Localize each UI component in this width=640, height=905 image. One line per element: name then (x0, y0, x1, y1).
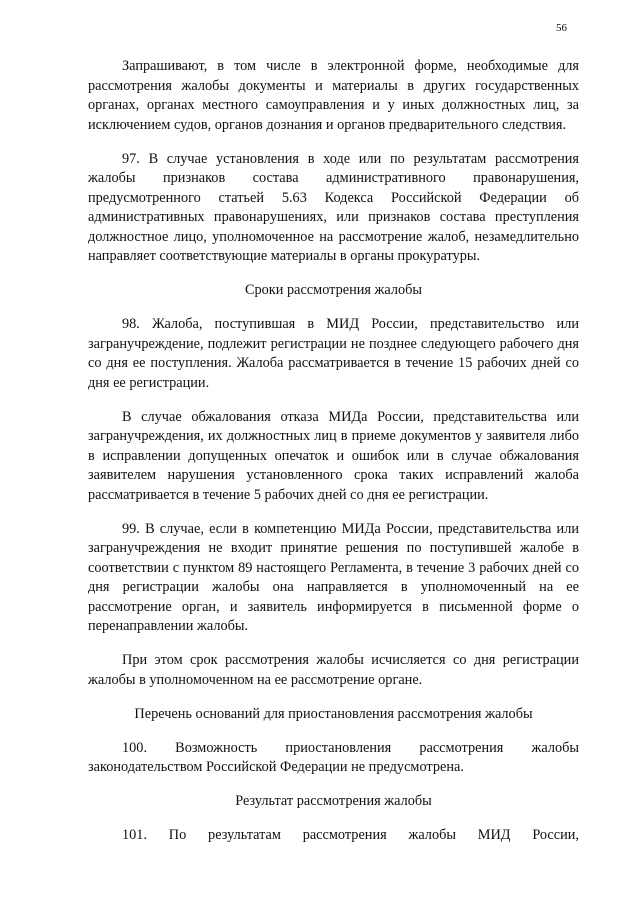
heading-suspension-grounds: Перечень оснований для приостановления рассмотрения жалобы (134, 705, 533, 722)
paragraph-99: 99. В случае, если в компетенцию МИДа России, представительства или загранучреждения не входит принятие решения по поступившей жалобе в соответствии с пунктом 89 настоящего Регламента, в течение 3 рабочих дней со дня регистрации жалобы она направляется в уполномоченный на ее рассмотрение орган, и заявитель информируется в письменной форме о перенаправлении жалобы. (88, 520, 579, 634)
page-number: 56 (556, 22, 567, 34)
paragraph-refusal-appeal: В случае обжалования отказа МИДа России, представительства или загранучреждения, их должностных лиц в приеме документов у заявителя либо в исправлении допущенных опечаток и ошибок или в случае обжалования заявителем нарушения установленного срока таких исправлений жалоба рассматривается в течение 5 рабочих дней со дня ее регистрации. (88, 408, 579, 503)
paragraph-101: 101. По результатам рассмотрения жалобы МИД России, (122, 827, 579, 843)
paragraph-request-materials: Запрашивают, в том числе в электронной форме, необходимые для рассмотрения жалобы документы и материалы в других государственных органах, органах местного самоуправления и у иных должностных лиц, за исключением судов, органов дознания и органов предварительного следствия. (88, 58, 579, 133)
paragraph-97: 97. В случае установления в ходе или по результатам рассмотрения жалобы признаков состава административного правонарушения, предусмотренного статьей 5.63 Кодекса Российской Федерации об административных правонарушениях, или признаков состава преступления должностное лицо, уполномоченное на рассмотрение жалоб, незамедлительно направляет соответствующие материалы в органы прокуратуры. (88, 150, 579, 264)
paragraph-review-period: При этом срок рассмотрения жалобы исчисляется со дня регистрации жалобы в уполномоченном на ее рассмотрение органе. (88, 652, 579, 688)
heading-review-result: Результат рассмотрения жалобы (235, 793, 432, 809)
paragraph-98: 98. Жалоба, поступившая в МИД России, представительство или загранучреждение, подлежит регистрации не позднее следующего рабочего дня со дня ее поступления. Жалоба рассматривается в течение 15 рабочих дней со дня ее регистрации. (88, 316, 579, 391)
document-body (88, 57, 579, 860)
paragraph-100: 100. Возможность приостановления рассмотрения жалобы законодательством Российской Федерации не предусмотрена. (88, 739, 579, 775)
heading-complaint-review-terms: Сроки рассмотрения жалобы (244, 282, 423, 298)
